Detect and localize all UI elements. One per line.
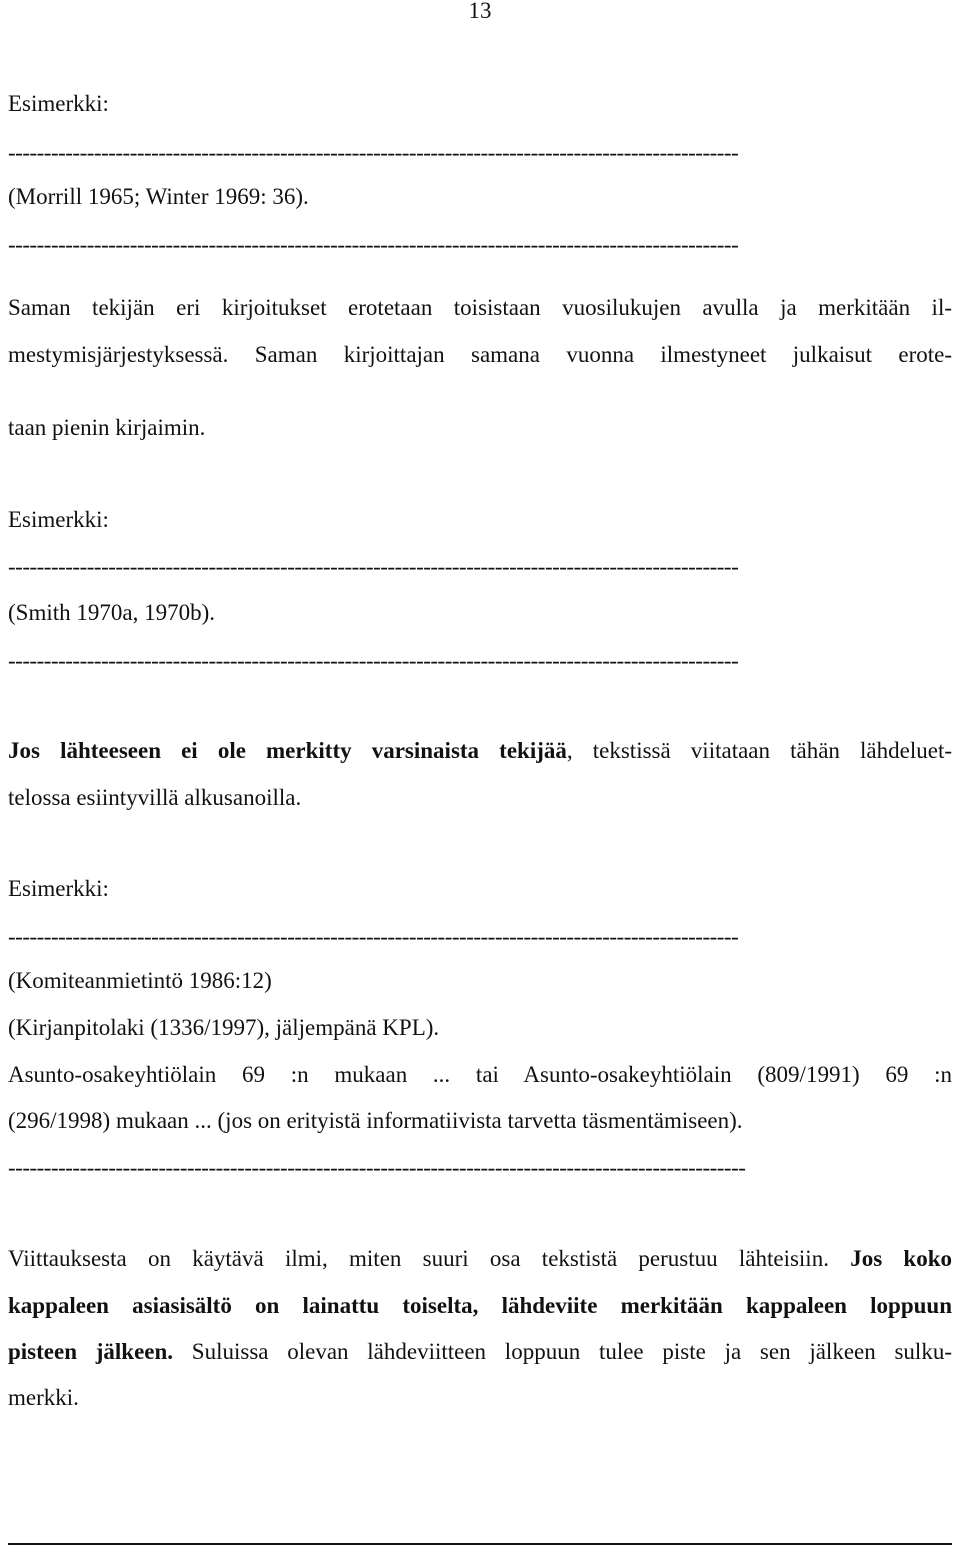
example-text: (296/1998) mukaan ... (jos on erityistä informatiivista tarvetta täsmentämiseen). xyxy=(8,1108,743,1133)
example-text: Asunto-osakeyhtiölain 69 :n mukaan ... tai Asunto-osakeyhtiölain (809/1991) 69 :n xyxy=(8,1062,952,1087)
dash-separator: ------------------------------------------------------------------------------------------------------ xyxy=(8,554,739,579)
bold-text: kappaleen asiasisältö on lainattu toiselta, lähdeviite merkitään kappaleen loppuun xyxy=(8,1293,952,1318)
bold-text: pisteen jälkeen. xyxy=(8,1339,174,1364)
text-span: Viittauksesta on käytävä ilmi, miten suuri osa tekstistä perustuu lähteisiin. xyxy=(8,1246,851,1271)
bold-text: Jos lähteeseen ei ole merkitty varsinaista tekijää xyxy=(8,738,567,763)
example-text: (Kirjanpitolaki (1336/1997), jäljempänä KPL). xyxy=(8,1015,440,1040)
bold-text: Jos koko xyxy=(850,1246,952,1271)
dash-separator: ------------------------------------------------------------------------------------------------------ xyxy=(8,232,739,257)
example-text: (Morrill 1965; Winter 1969: 36). xyxy=(8,184,309,209)
example-label: Esimerkki: xyxy=(8,876,109,901)
paragraph-line xyxy=(8,1292,952,1320)
example-label: Esimerkki: xyxy=(8,91,109,116)
paragraph-line: telossa esiintyvillä alkusanoilla. xyxy=(8,785,302,810)
example-text: (Komiteanmietintö 1986:12) xyxy=(8,968,272,993)
paragraph-line: merkki. xyxy=(8,1385,79,1410)
paragraph-line xyxy=(8,1338,952,1366)
paragraph-line: mestymisjärjestyksessä. Saman kirjoittajan samana vuonna ilmestyneet julkaisut erote- xyxy=(8,342,952,367)
dash-separator: ------------------------------------------------------------------------------------------------------ xyxy=(8,140,739,165)
dash-separator: ------------------------------------------------------------------------------------------------------- xyxy=(8,1155,746,1180)
paragraph-line xyxy=(8,737,952,765)
dash-separator: ------------------------------------------------------------------------------------------------------ xyxy=(8,648,739,673)
footer-rule xyxy=(8,1543,952,1545)
paragraph-line xyxy=(8,1245,952,1273)
text-span: , tekstissä viitataan tähän lähdeluet- xyxy=(566,738,952,763)
text-span: Suluissa olevan lähdeviitteen loppuun tulee piste ja sen jälkeen sulku- xyxy=(173,1339,952,1364)
example-text: (Smith 1970a, 1970b). xyxy=(8,600,215,625)
paragraph-line: Saman tekijän eri kirjoitukset erotetaan toisistaan vuosilukujen avulla ja merkitään il- xyxy=(8,295,952,320)
dash-separator: ------------------------------------------------------------------------------------------------------ xyxy=(8,924,739,949)
page-number: 13 xyxy=(468,0,492,23)
example-label: Esimerkki: xyxy=(8,507,109,532)
paragraph-line: taan pienin kirjaimin. xyxy=(8,415,206,440)
